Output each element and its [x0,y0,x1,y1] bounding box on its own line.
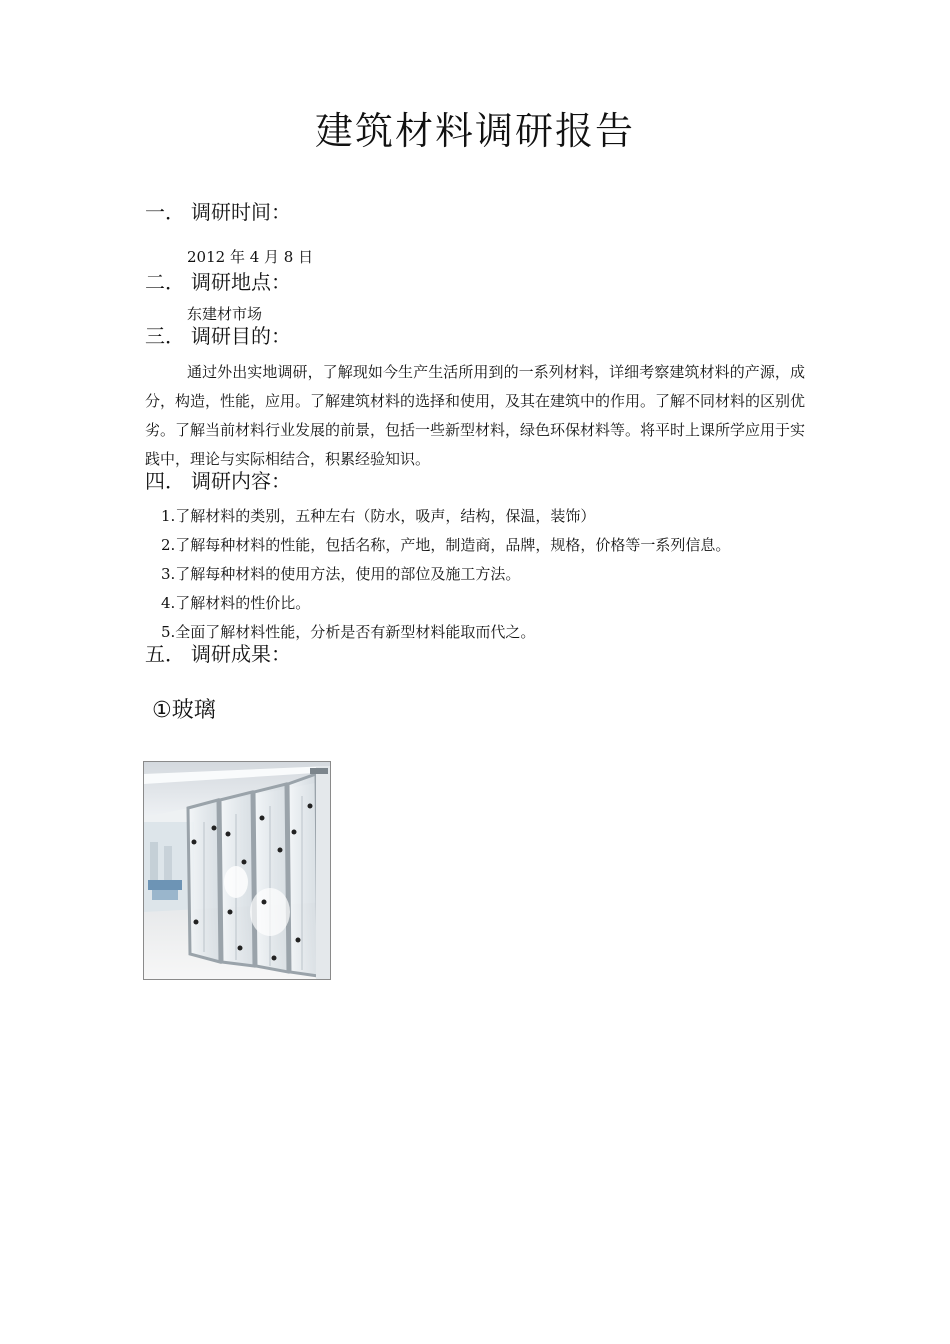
research-location: 东建材市场 [187,305,263,323]
list-item: 1.了解材料的类别，五种左右（防水，吸声，结构，保温，装饰） [161,507,596,525]
list-item: 4.了解材料的性价比。 [161,594,311,612]
section-title: 调研成果： [191,642,291,666]
glass-partition-illustration [144,762,330,979]
report-title: 建筑材料调研报告 [314,109,635,153]
research-content-list [161,502,730,647]
section-number: 一． [145,200,185,224]
result-item-glass-label: ①玻璃 [152,698,216,723]
section-number: 五． [145,642,185,666]
list-item: 2.了解每种材料的性能，包括名称，产地，制造商，品牌，规格，价格等一系列信息。 [161,536,731,554]
section-1-heading [145,198,291,226]
section-number: 三． [145,324,185,348]
section-title: 调研内容： [191,469,291,493]
section-number: 二． [145,270,185,294]
section-2-heading [145,268,291,296]
research-date: 2012 年 4 月 8 日 [187,248,314,266]
section-number: 四． [145,469,185,493]
section-title: 调研目的： [191,324,291,348]
section-4-heading [145,467,291,495]
research-purpose-paragraph: 通过外出实地调研，了解现如今生产生活所用到的一系列材料，详细考察建筑材料的产源，成分，构造，性能，应用。了解建筑材料的选择和使用，及其在建筑中的作用。了解不同材料的区别优劣。了解当前材料行业发展的前景，包括一些新型材料，绿色环保材料等。将平时上课所学应用于实践中，理论与实际相结合，积累经验知识。 [145,363,806,468]
section-title: 调研时间： [191,200,291,224]
section-title: 调研地点： [191,270,291,294]
list-item: 5.全面了解材料性能，分析是否有新型材料能取而代之。 [161,623,536,641]
section-5-heading [145,640,291,668]
section-3-heading [145,322,291,350]
list-item: 3.了解每种材料的使用方法，使用的部位及施工方法。 [161,565,521,583]
glass-folding-door-photo [143,761,331,980]
